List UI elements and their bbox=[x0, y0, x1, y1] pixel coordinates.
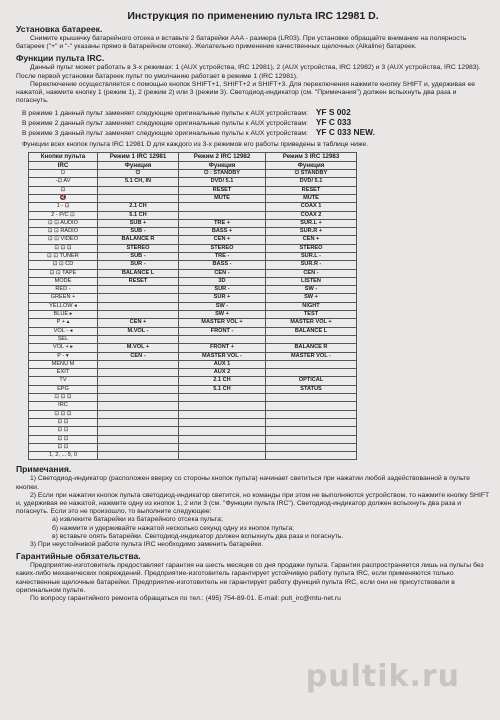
button-cell: GREEN + bbox=[29, 294, 98, 302]
mode2-cell bbox=[179, 211, 266, 219]
button-cell: RED - bbox=[29, 286, 98, 294]
table-row bbox=[29, 219, 357, 227]
subheader-function: Функция bbox=[98, 161, 179, 169]
mode3-cell bbox=[266, 402, 357, 410]
functions-paragraph-2: Переключение осуществляется с помощью кнопок SHIFT+1, SHIFT+2 и SHIFT+3. Для переключения нажмите кнопку SHIFT и, удерживая ее нажатой, нажмите кнопку 1 (режим 1), 2 (режим 2) или 3 (режим 3). Светодиод-индикатор (см. "Примечания") должен вспыхнуть два раза и погаснуть. bbox=[16, 80, 476, 105]
functions-paragraph-1: Данный пульт может работать в 3-х режимах: 1 (AUX устройства, IRC 12981), 2 (AUX устройства, IRC 12982) и 3 (AUX устройства, IRC 12983). После первой установки батареек пульт по умолчанию работает в режиме 1 (IRC 12981). bbox=[16, 64, 481, 80]
button-cell: MODE bbox=[29, 277, 98, 285]
button-cell: EXIT bbox=[29, 369, 98, 377]
mode3-cell: STATUS bbox=[266, 385, 357, 393]
button-cell: P + ▴ bbox=[29, 319, 98, 327]
mode-text: В режиме 1 данный пульт заменяет следующие оригинальные пульты к AUX устройствам: bbox=[22, 110, 308, 118]
subheader-irc: IRC bbox=[29, 161, 98, 169]
mode2-cell: 2.1 CH bbox=[179, 377, 266, 385]
instruction-page bbox=[16, 10, 490, 603]
mode3-cell bbox=[266, 435, 357, 443]
button-cell: ⊡ ⊡ bbox=[29, 427, 98, 435]
button-cell: VOL + ▸ bbox=[29, 344, 98, 352]
note-3: 3) При неустойчивой работе пульта IRC необходимо заменить батарейки. bbox=[30, 541, 264, 549]
mode3-cell: MASTER VOL + bbox=[266, 319, 357, 327]
button-cell: VOL - ◂ bbox=[29, 327, 98, 335]
button-cell: ⊡ ⊡ ⊡ bbox=[29, 394, 98, 402]
mode1-cell bbox=[98, 443, 179, 451]
button-cell: ⊡ ⊡ TAPE bbox=[29, 269, 98, 277]
page-title: Инструкция по применению пульта IRC 12981 D. bbox=[127, 10, 379, 22]
mode3-cell bbox=[266, 443, 357, 451]
mode1-cell bbox=[98, 302, 179, 310]
mode3-cell: SUR.R - bbox=[266, 261, 357, 269]
mode2-cell: 5.1 CH bbox=[179, 385, 266, 393]
table-caption: Функции всех кнопок пульта IRC 12981 D для каждого из 3-х режимов его работы приведены в таблице ниже. bbox=[22, 141, 369, 149]
table-row bbox=[29, 277, 357, 285]
mode2-cell: MASTER VOL + bbox=[179, 319, 266, 327]
mode-line-3 bbox=[22, 128, 490, 138]
button-cell: YELLOW ◂ bbox=[29, 302, 98, 310]
mode2-cell: MUTE bbox=[179, 194, 266, 202]
warranty-contact: По вопросу гарантийного ремонта обращаться по тел.: (495) 754-89-01. E-mail: pult_irc@mtu-net.ru bbox=[30, 595, 341, 603]
note-2a: а) извлеките батарейки из батарейного отсека пульта; bbox=[52, 516, 223, 524]
mode2-cell: SUR + bbox=[179, 294, 266, 302]
table-row bbox=[29, 178, 357, 186]
mode1-cell bbox=[98, 335, 179, 343]
mode2-cell: 3D bbox=[179, 277, 266, 285]
button-cell: ⊡ bbox=[29, 186, 98, 194]
button-cell: MENU M bbox=[29, 360, 98, 368]
install-heading: Установка батареек. bbox=[16, 24, 103, 34]
button-cell: ⊡ ⊡ bbox=[29, 443, 98, 451]
mode2-cell: FRONT + bbox=[179, 344, 266, 352]
mode2-cell: DVD/ 5.1 bbox=[179, 178, 266, 186]
mode1-cell bbox=[98, 369, 179, 377]
subheader-function: Функция bbox=[179, 161, 266, 169]
mode1-cell: STEREO bbox=[98, 244, 179, 252]
button-cell: ⊡ ⊡ ⊡ bbox=[29, 410, 98, 418]
mode1-cell: RESET bbox=[98, 277, 179, 285]
mode3-cell bbox=[266, 418, 357, 426]
button-cell: ⊡ ⊡ bbox=[29, 435, 98, 443]
table-row bbox=[29, 302, 357, 310]
note-1: 1) Светодиод-индикатор (расположен вверху со стороны кнопок пульта) начинает светиться при нажатии любой задействованной в пульте кнопки. bbox=[16, 475, 470, 491]
mode3-cell: COAX 1 bbox=[266, 203, 357, 211]
mode2-cell: CEN - bbox=[179, 269, 266, 277]
mode-text: В режиме 2 данный пульт заменяет следующие оригинальные пульты к AUX устройствам: bbox=[22, 120, 308, 128]
mode1-cell: M.VOL - bbox=[98, 327, 179, 335]
header-mode-2: Режим 2 IRC 12982 bbox=[179, 153, 266, 161]
table-body bbox=[29, 170, 357, 460]
table-row bbox=[29, 369, 357, 377]
mode3-cell: BALANCE R bbox=[266, 344, 357, 352]
mode3-cell: ⏻ STANDBY bbox=[266, 170, 357, 178]
button-cell: ⊡ ⊡ RADIO bbox=[29, 228, 98, 236]
mode1-cell bbox=[98, 452, 179, 460]
header-mode-3: Режим 3 IRC 12983 bbox=[266, 153, 357, 161]
mode2-cell bbox=[179, 203, 266, 211]
notes-section bbox=[16, 464, 490, 603]
mode1-cell bbox=[98, 311, 179, 319]
table-row bbox=[29, 228, 357, 236]
button-cell: ⊡ ⊡ AUDIO bbox=[29, 219, 98, 227]
mode1-cell bbox=[98, 286, 179, 294]
mode1-cell: SUR - bbox=[98, 261, 179, 269]
table-row bbox=[29, 236, 357, 244]
mode1-cell bbox=[98, 377, 179, 385]
table-row bbox=[29, 327, 357, 335]
note-2: 2) Если при нажатии кнопок пульта светодиод-индикатор светится, но команды при этом не выполняются устройством, то нажмите кнопку SHIFT и, удерживая ее нажатой, нажмите одну из кнопок 1, 2 или 3 (см. "Функции пульта IRC"). Светодиод-индикатор должен вспыхнуть два раза и погаснуть. Если это не произошло, то выполните следующее: bbox=[16, 491, 490, 516]
button-cell: ⏻ bbox=[29, 170, 98, 178]
mode1-cell bbox=[98, 418, 179, 426]
mode1-cell: SUB + bbox=[98, 219, 179, 227]
function-table bbox=[28, 152, 357, 460]
mode1-cell bbox=[98, 435, 179, 443]
button-cell: 1, 2, ... 9, 0 bbox=[29, 452, 98, 460]
mode3-cell: STEREO bbox=[266, 244, 357, 252]
mode-list bbox=[16, 108, 490, 138]
mode3-cell: MUTE bbox=[266, 194, 357, 202]
mode3-cell: NIGHT bbox=[266, 302, 357, 310]
table-row bbox=[29, 435, 357, 443]
button-cell: ⊡ ⊡ VIDEO bbox=[29, 236, 98, 244]
mode3-cell: MASTER VOL - bbox=[266, 352, 357, 360]
mode3-cell: CEN + bbox=[266, 236, 357, 244]
note-2b: б) нажмите и удерживайте нажатой несколько секунд одну из кнопок пульта; bbox=[52, 524, 295, 532]
mode3-cell bbox=[266, 394, 357, 402]
mode1-cell bbox=[98, 194, 179, 202]
mode3-cell bbox=[266, 360, 357, 368]
table-row bbox=[29, 385, 357, 393]
notes-heading: Примечания. bbox=[16, 464, 72, 475]
mode2-cell: SW + bbox=[179, 311, 266, 319]
table-row bbox=[29, 410, 357, 418]
mode2-cell bbox=[179, 443, 266, 451]
mode2-cell: TRE + bbox=[179, 219, 266, 227]
mode1-cell: M.VOL + bbox=[98, 344, 179, 352]
mode2-cell: MASTER VOL - bbox=[179, 352, 266, 360]
header-mode-1: Режим 1 IRC 12981 bbox=[98, 153, 179, 161]
table-header-row bbox=[29, 153, 357, 161]
table-row bbox=[29, 452, 357, 460]
mode1-cell bbox=[98, 427, 179, 435]
header-buttons: Кнопки пульта bbox=[29, 153, 98, 161]
mode3-cell: SUR.L + bbox=[266, 219, 357, 227]
button-cell: 🔇 bbox=[29, 194, 98, 202]
mode1-cell: 5.1 CH, IN bbox=[98, 178, 179, 186]
button-cell: EPG bbox=[29, 385, 98, 393]
watermark-logo: pultik.ru bbox=[305, 659, 460, 694]
mode3-cell: SW + bbox=[266, 294, 357, 302]
table-subheader-row bbox=[29, 161, 357, 169]
mode1-cell: 5.1 CH bbox=[98, 211, 179, 219]
table-row bbox=[29, 377, 357, 385]
mode3-cell: LISTEN bbox=[266, 277, 357, 285]
mode3-cell bbox=[266, 452, 357, 460]
mode2-cell: AUX 2 bbox=[179, 369, 266, 377]
mode2-cell: SW - bbox=[179, 302, 266, 310]
mode2-cell bbox=[179, 410, 266, 418]
button-cell: P - ▾ bbox=[29, 352, 98, 360]
mode1-cell: BALANCE R bbox=[98, 236, 179, 244]
mode2-cell bbox=[179, 435, 266, 443]
table-row bbox=[29, 244, 357, 252]
table-row bbox=[29, 335, 357, 343]
mode2-cell: BASS - bbox=[179, 261, 266, 269]
mode-line-1 bbox=[22, 108, 490, 118]
mode3-cell bbox=[266, 369, 357, 377]
mode3-cell: SUR.L - bbox=[266, 252, 357, 260]
mode2-cell: FRONT - bbox=[179, 327, 266, 335]
functions-heading: Функции пульта IRC. bbox=[16, 53, 105, 64]
mode2-cell: TRE - bbox=[179, 252, 266, 260]
mode1-cell: ⏻ bbox=[98, 170, 179, 178]
mode1-cell bbox=[98, 385, 179, 393]
mode3-cell: TEST bbox=[266, 311, 357, 319]
mode2-cell: BASS + bbox=[179, 228, 266, 236]
mode1-cell: CEN - bbox=[98, 352, 179, 360]
button-cell: BLUE ▸ bbox=[29, 311, 98, 319]
table-row bbox=[29, 211, 357, 219]
table-row bbox=[29, 427, 357, 435]
mode2-cell: CEN + bbox=[179, 236, 266, 244]
table-row bbox=[29, 319, 357, 327]
mode-text: В режиме 3 данный пульт заменяет следующие оригинальные пульты к AUX устройствам: bbox=[22, 130, 308, 138]
button-cell: ⊡ ⊡ TUNER bbox=[29, 252, 98, 260]
mode2-cell: AUX 1 bbox=[179, 360, 266, 368]
button-cell: ⊡ ⊡ ⊡ bbox=[29, 244, 98, 252]
mode3-cell: DVD/ 5.1 bbox=[266, 178, 357, 186]
mode2-cell: SUR - bbox=[179, 286, 266, 294]
mode1-cell bbox=[98, 294, 179, 302]
table-row bbox=[29, 402, 357, 410]
button-cell: IRC bbox=[29, 402, 98, 410]
warranty-text: Предприятие-изготовитель предоставляет гарантия на шесть месяцев со дня продажи пульта. Гарантия распространяется лишь на пульты без каких-либо механических повреждений. Предприятие-изготовитель гарантирует устойчивую работу пульта IRC, если применяются только качественные щелочные батарейки. Предприятие-изготовитель не гарантирует работу функций пульта IRC, если они не присутствовали в оригинальном пульте. bbox=[16, 562, 484, 594]
table-row bbox=[29, 360, 357, 368]
mode2-cell bbox=[179, 452, 266, 460]
note-2c: в) вставьте опять батарейки. Светодиод-индикатор должен вспыхнуть два раза и погаснуть. bbox=[52, 532, 344, 540]
mode3-cell bbox=[266, 410, 357, 418]
mode1-cell bbox=[98, 360, 179, 368]
mode-model: YF C 033 NEW. bbox=[315, 127, 375, 138]
warranty-heading: Гарантийные обязательства. bbox=[16, 551, 141, 562]
install-text: Снимите крышечку батарейного отсека и вставьте 2 батарейки AAA - размера (LR03). При установке обращайте внимание на полярность батареек ("+" и "-" указаны прямо в батарейном отсеке). Желательно применение качественных щелочных (Alkaline) батареек. bbox=[16, 35, 467, 51]
mode-line-2 bbox=[22, 118, 490, 128]
mode2-cell bbox=[179, 335, 266, 343]
table-row bbox=[29, 252, 357, 260]
mode-model: YF C 033 bbox=[315, 117, 352, 128]
button-cell: -⊡ AV bbox=[29, 178, 98, 186]
mode2-cell bbox=[179, 427, 266, 435]
table-row bbox=[29, 394, 357, 402]
button-cell: 2 - P/C ⊡ bbox=[29, 211, 98, 219]
mode3-cell: SW - bbox=[266, 286, 357, 294]
mode1-cell bbox=[98, 394, 179, 402]
mode1-cell: 2.1 CH bbox=[98, 203, 179, 211]
mode1-cell: SUB - bbox=[98, 228, 179, 236]
mode2-cell bbox=[179, 418, 266, 426]
button-cell: ⊡ ⊡ bbox=[29, 418, 98, 426]
button-cell: ⊡ ⊡ CD bbox=[29, 261, 98, 269]
button-cell: TV bbox=[29, 377, 98, 385]
table-row bbox=[29, 194, 357, 202]
mode2-cell: RESET bbox=[179, 186, 266, 194]
mode2-cell: ⏻ : STANDBY bbox=[179, 170, 266, 178]
mode1-cell: BALANCE L bbox=[98, 269, 179, 277]
mode1-cell: SUB - bbox=[98, 252, 179, 260]
subheader-function: Функция bbox=[266, 161, 357, 169]
mode3-cell: RESET bbox=[266, 186, 357, 194]
table-row bbox=[29, 269, 357, 277]
table-row bbox=[29, 261, 357, 269]
table-row bbox=[29, 294, 357, 302]
mode1-cell bbox=[98, 410, 179, 418]
mode2-cell bbox=[179, 394, 266, 402]
table-row bbox=[29, 418, 357, 426]
table-row bbox=[29, 443, 357, 451]
mode1-cell: CEN + bbox=[98, 319, 179, 327]
mode1-cell bbox=[98, 186, 179, 194]
mode2-cell: STEREO bbox=[179, 244, 266, 252]
mode2-cell bbox=[179, 402, 266, 410]
mode3-cell bbox=[266, 427, 357, 435]
mode3-cell: SUR.R + bbox=[266, 228, 357, 236]
mode3-cell: OPTICAL bbox=[266, 377, 357, 385]
mode3-cell bbox=[266, 335, 357, 343]
button-cell: SEL bbox=[29, 335, 98, 343]
button-cell: 1 - ⊡ bbox=[29, 203, 98, 211]
table-row bbox=[29, 286, 357, 294]
table-row bbox=[29, 344, 357, 352]
table-row bbox=[29, 311, 357, 319]
mode3-cell: BALANCE L bbox=[266, 327, 357, 335]
mode-model: YF S 002 bbox=[315, 107, 351, 118]
mode3-cell: CEN - bbox=[266, 269, 357, 277]
table-row bbox=[29, 352, 357, 360]
table-row bbox=[29, 186, 357, 194]
table-row bbox=[29, 170, 357, 178]
mode3-cell: COAX 2 bbox=[266, 211, 357, 219]
table-row bbox=[29, 203, 357, 211]
mode1-cell bbox=[98, 402, 179, 410]
